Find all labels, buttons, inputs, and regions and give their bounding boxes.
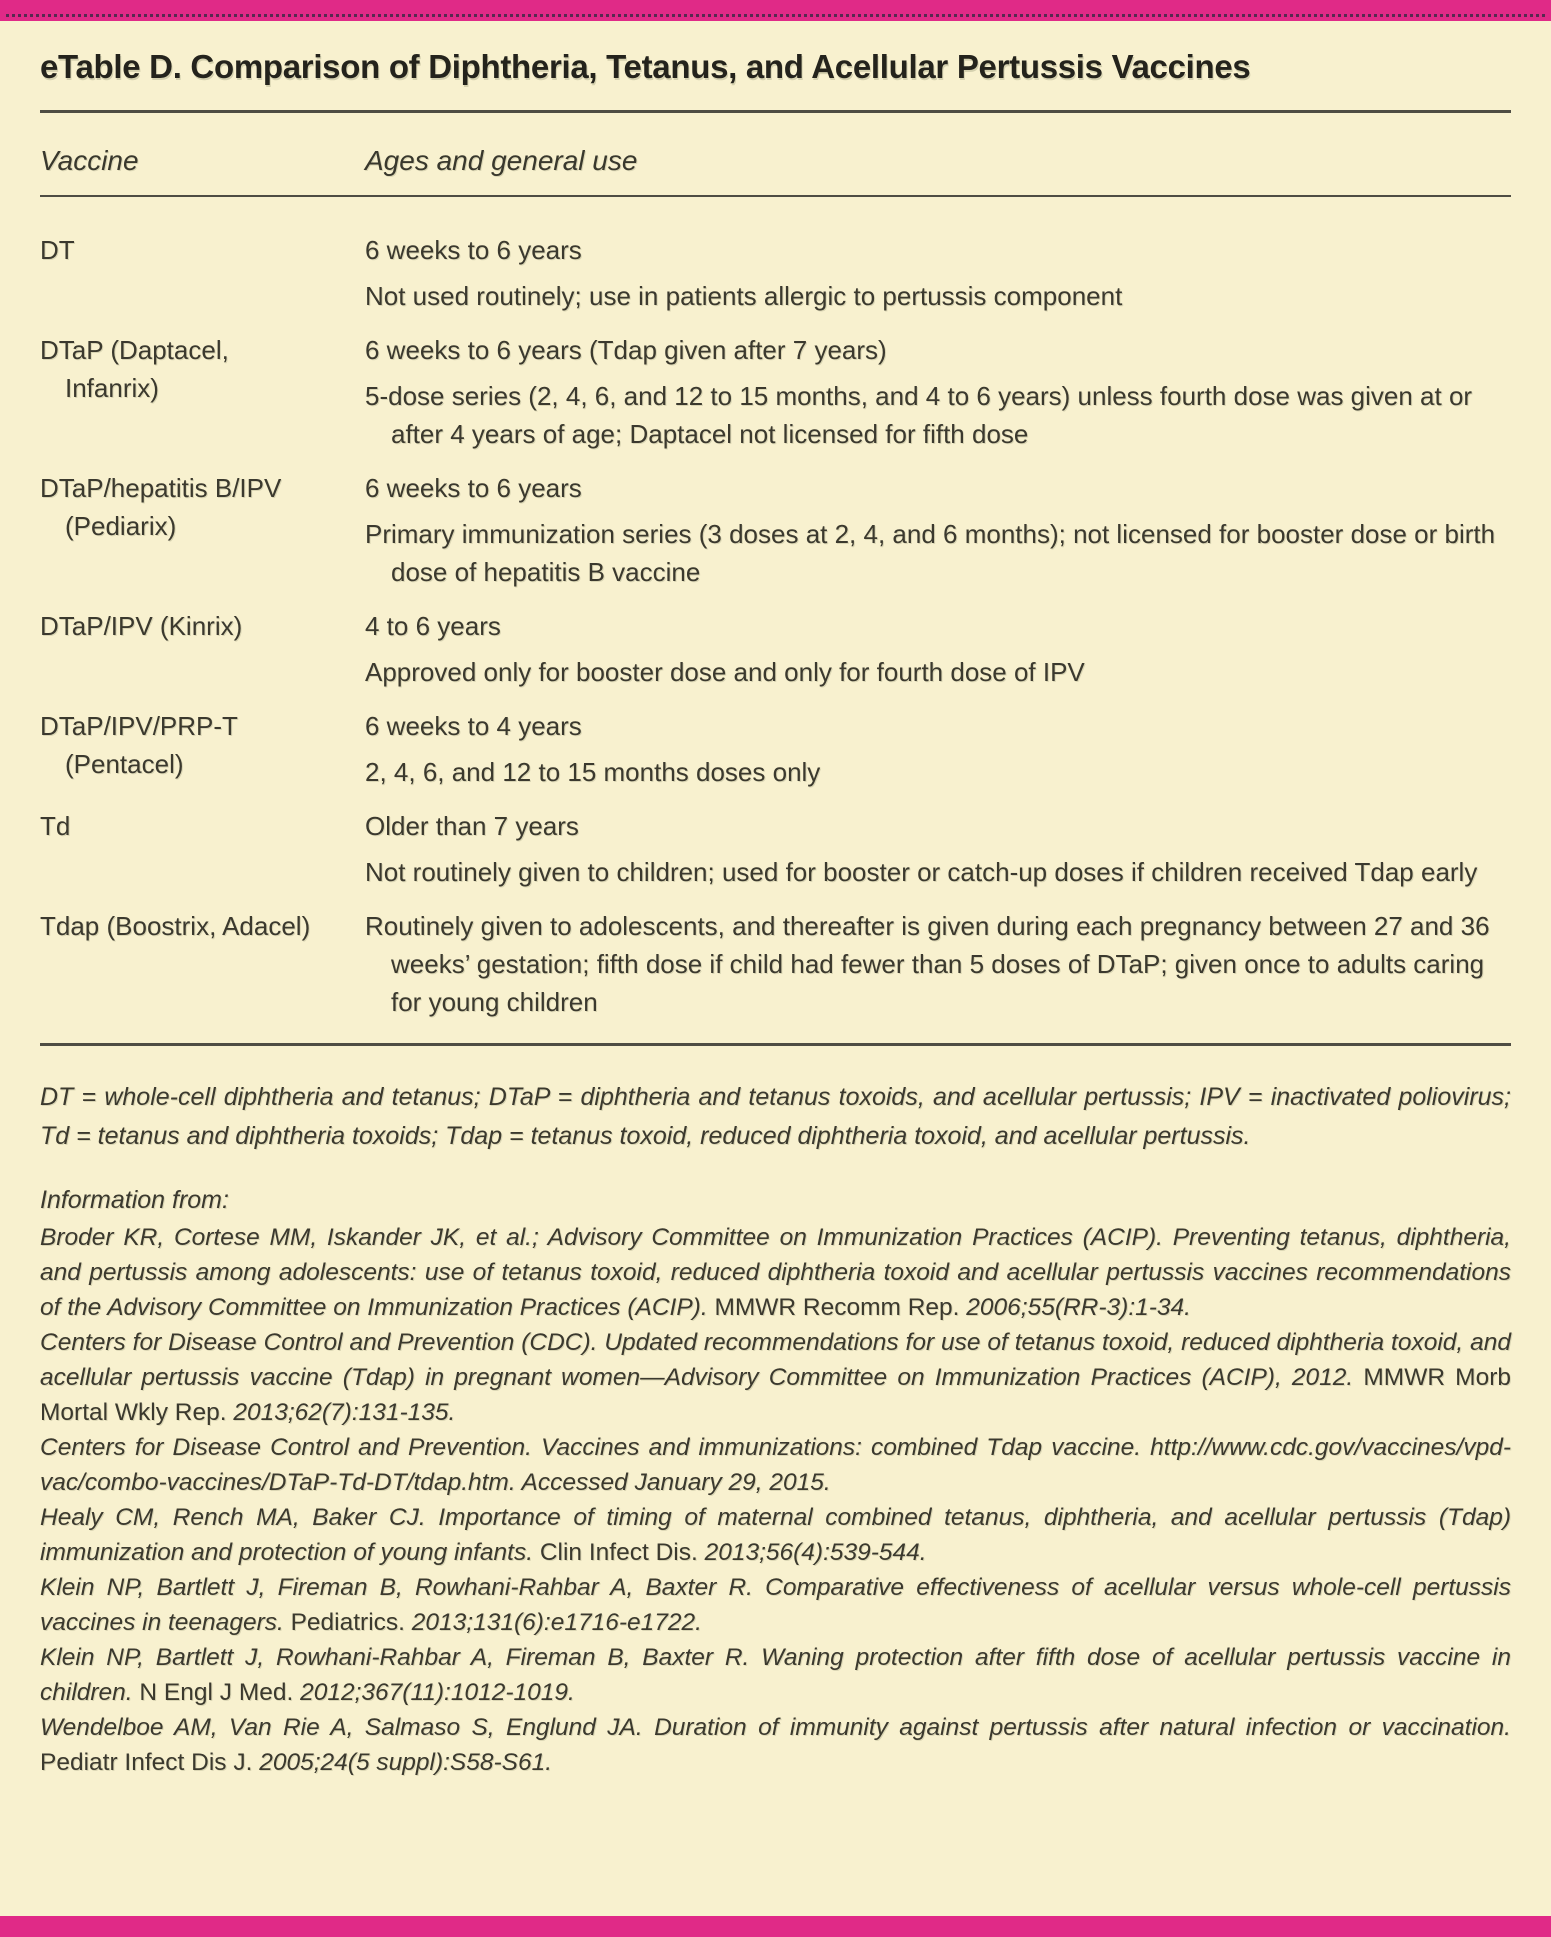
vaccine-description bbox=[365, 907, 1511, 1029]
reference-citation: 2005;24(5 suppl):S58-S61. bbox=[259, 1749, 553, 1776]
reference-citation: 2006;55(RR-3):1-34. bbox=[966, 1294, 1191, 1321]
reference-text: Klein NP, Bartlett J, Rowhani-Rahbar A, Fireman B, Baxter R. Waning protection after fifth dose of acellular pertussis vaccine in children. bbox=[40, 1644, 1511, 1706]
journal-name: Pediatrics. bbox=[290, 1609, 412, 1636]
vaccine-description bbox=[365, 231, 1511, 323]
vaccine-ages: 6 weeks to 4 years bbox=[365, 711, 582, 741]
journal-name: Clin Infect Dis. bbox=[539, 1539, 705, 1566]
vaccine-name: Td bbox=[40, 811, 71, 841]
column-header-ages-use: Ages and general use bbox=[365, 145, 638, 176]
vaccine-description bbox=[365, 469, 1511, 599]
vaccine-ages: 6 weeks to 6 years bbox=[365, 235, 582, 265]
table-header-row bbox=[40, 145, 1511, 177]
vaccine-use: 2, 4, 6, and 12 to 15 months doses only bbox=[365, 757, 821, 787]
table-row bbox=[40, 607, 1511, 699]
reference-entry bbox=[40, 1220, 1511, 1325]
journal-name: N Engl J Med. bbox=[139, 1679, 301, 1706]
reference-entry bbox=[40, 1570, 1511, 1640]
vaccine-use: 5-dose series (2, 4, 6, and 12 to 15 months, and 4 to 6 years) unless fourth dose was given at or after 4 years of age; Daptacel not licensed for fifth dose bbox=[365, 381, 1473, 449]
divider-below-title bbox=[40, 110, 1511, 113]
vaccine-description bbox=[365, 807, 1511, 899]
journal-name: Pediatr Infect Dis J. bbox=[40, 1749, 260, 1776]
reference-entry bbox=[40, 1640, 1511, 1710]
vaccine-description bbox=[365, 331, 1511, 461]
journal-name: MMWR Recomm Rep. bbox=[714, 1294, 967, 1321]
vaccine-name: DT bbox=[40, 235, 75, 265]
divider-below-headers bbox=[40, 195, 1511, 197]
reference-text: Centers for Disease Control and Prevention (CDC). Updated recommendations for use of tetanus toxoid, reduced diphtheria toxoid, and acellular pertussis vaccine (Tdap) in pregnant women—Advisory Committee on Immunization Practices (ACIP), 2012. bbox=[40, 1329, 1511, 1391]
table-row bbox=[40, 707, 1511, 799]
vaccine-use: Routinely given to adolescents, and thereafter is given during each pregnancy between 27 and 36 weeks’ gestation; fifth dose if child had fewer than 5 doses of DTaP; given once to adults caring for young children bbox=[365, 911, 1490, 1017]
table-row bbox=[40, 807, 1511, 899]
bottom-accent-bar bbox=[0, 1916, 1551, 1937]
vaccine-name: DTaP/hepatitis B/IPV (Pediarix) bbox=[40, 473, 282, 541]
vaccine-use: Primary immunization series (3 doses at 2, 4, and 6 months); not licensed for booster dose or birth dose of hepatitis B vaccine bbox=[365, 519, 1496, 587]
reference-text: Klein NP, Bartlett J, Fireman B, Rowhani-Rahbar A, Baxter R. Comparative effectiveness of acellular versus whole-cell pertussis vaccines in teenagers. bbox=[40, 1574, 1511, 1636]
information-from-label: Information from: bbox=[40, 1186, 229, 1214]
vaccine-ages: Older than 7 years bbox=[365, 811, 579, 841]
reference-text: Healy CM, Rench MA, Baker CJ. Importance of timing of maternal combined tetanus, diphtheria, and acellular pertussis (Tdap) immunization and protection of young infants. bbox=[40, 1504, 1511, 1566]
divider-above-footnotes bbox=[40, 1043, 1511, 1046]
vaccine-ages: 4 to 6 years bbox=[365, 611, 501, 641]
reference-entry bbox=[40, 1500, 1511, 1570]
reference-entry bbox=[40, 1710, 1511, 1780]
abbreviations-footnote: DT = whole-cell diphtheria and tetanus; DTaP = diphtheria and tetanus toxoids, and acellular pertussis; IPV = inactivated poliovirus; Td = tetanus and diphtheria toxoids; Tdap = tetanus toxoid, reduced diphtheria toxoid, and acellular pertussis. bbox=[40, 1083, 1511, 1150]
reference-text: Centers for Disease Control and Prevention. Vaccines and immunizations: combined Tdap vaccine. http://www.cdc.gov/vaccines/vpd-vac/combo-vaccines/DTaP-Td-DT/tdap.htm. Accessed January 29, 2015. bbox=[40, 1434, 1511, 1496]
vaccine-name: Tdap (Boostrix, Adacel) bbox=[40, 911, 311, 941]
top-accent-bar bbox=[0, 0, 1551, 21]
reference-citation: 2013;56(4):539-544. bbox=[704, 1539, 927, 1566]
vaccine-name: DTaP/IPV/PRP-T (Pentacel) bbox=[40, 711, 238, 779]
table-title: eTable D. Comparison of Diphtheria, Tetanus, and Acellular Pertussis Vaccines bbox=[40, 48, 1251, 85]
reference-entry bbox=[40, 1325, 1511, 1430]
table-body bbox=[40, 231, 1511, 1029]
reference-list bbox=[40, 1220, 1511, 1780]
reference-citation: 2013;62(7):131-135. bbox=[233, 1399, 456, 1426]
table-row bbox=[40, 331, 1511, 461]
vaccine-use: Not used routinely; use in patients allergic to pertussis component bbox=[365, 281, 1123, 311]
table-row bbox=[40, 231, 1511, 323]
vaccine-use: Approved only for booster dose and only for fourth dose of IPV bbox=[365, 657, 1085, 687]
vaccine-description bbox=[365, 707, 1511, 799]
reference-text: Wendelboe AM, Van Rie A, Salmaso S, Englund JA. Duration of immunity against pertussis after natural infection or vaccination. bbox=[40, 1714, 1511, 1741]
column-header-vaccine: Vaccine bbox=[40, 145, 139, 176]
vaccine-description bbox=[365, 607, 1511, 699]
vaccine-ages: 6 weeks to 6 years (Tdap given after 7 years) bbox=[365, 335, 887, 365]
reference-entry bbox=[40, 1430, 1511, 1500]
vaccine-name: DTaP (Daptacel, Infanrix) bbox=[40, 335, 229, 403]
vaccine-use: Not routinely given to children; used for booster or catch-up doses if children received Tdap early bbox=[365, 857, 1478, 887]
journal-name: MMWR Morb Mortal Wkly Rep. bbox=[40, 1364, 1511, 1426]
reference-citation: 2013;131(6):e1716-e1722. bbox=[411, 1609, 702, 1636]
reference-text: Broder KR, Cortese MM, Iskander JK, et al.; Advisory Committee on Immunization Practices (ACIP). Preventing tetanus, diphtheria, and pertussis among adolescents: use of tetanus toxoid, reduced diphtheria toxoid and acellular pertussis vaccines recommendations of the Advisory Committee on Immunization Practices (ACIP). bbox=[40, 1224, 1511, 1321]
vaccine-name: DTaP/IPV (Kinrix) bbox=[40, 611, 243, 641]
table-row bbox=[40, 907, 1511, 1029]
reference-citation: 2012;367(11):1012-1019. bbox=[300, 1679, 575, 1706]
table-row bbox=[40, 469, 1511, 599]
vaccine-ages: 6 weeks to 6 years bbox=[365, 473, 582, 503]
